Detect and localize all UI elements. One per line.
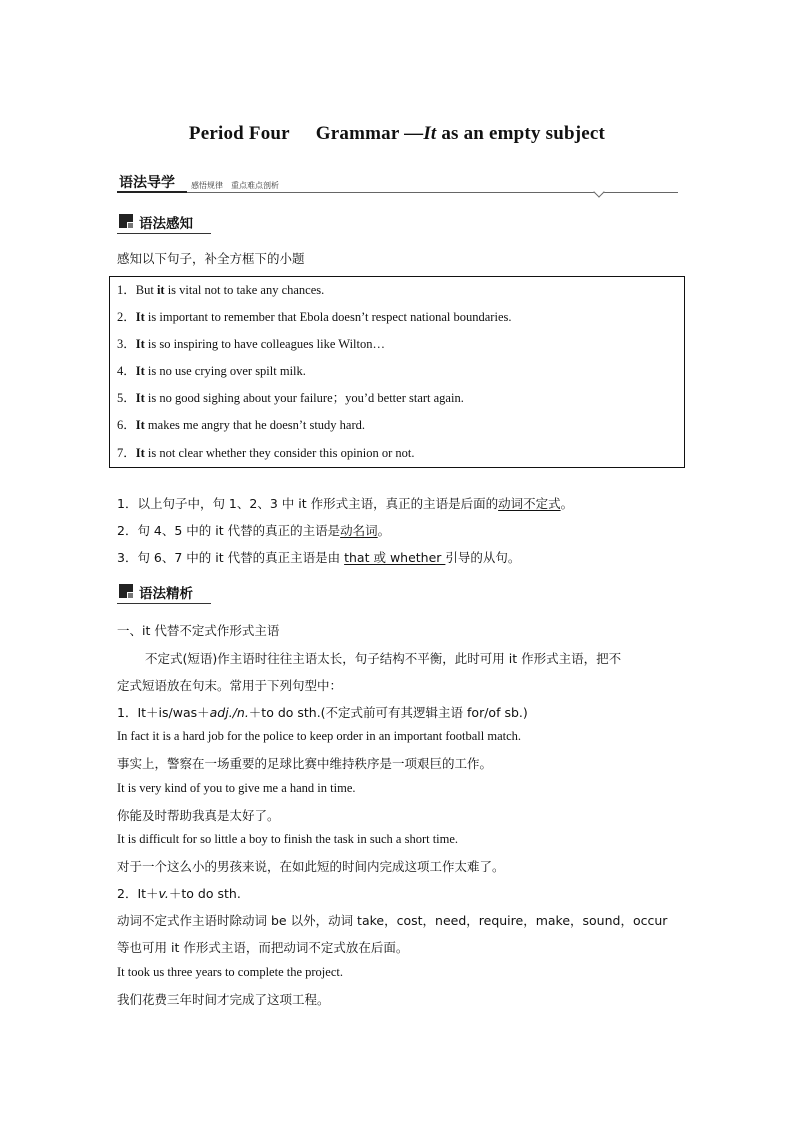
example-sentence-2: 2．It is important to remember that Ebola doesn’t respect national boundaries. xyxy=(117,310,512,324)
example-cn: 事实上，警察在一场重要的足球比赛中维持秩序是一项艰巨的工作。 xyxy=(117,756,493,771)
title-it: It xyxy=(423,123,437,144)
guide-notch xyxy=(593,186,604,197)
paragraph-line: 定式短语放在句末。常用于下列句型中： xyxy=(117,678,343,693)
guide-divider-accent xyxy=(117,191,187,193)
pattern-1: 1．It＋is/was＋adj./n.＋to do sth.(不定式前可有其逻辑主语 for/of sb.) xyxy=(117,705,528,720)
grammar-guide-bar xyxy=(117,170,678,194)
title-period: Period Four xyxy=(188,123,290,144)
example-sentence-6: 6．It makes me angry that he doesn’t study hard. xyxy=(117,418,365,432)
section-heading-perception: 语法感知 xyxy=(117,211,211,233)
example-sentence-4: 4．It is no use crying over spilt milk. xyxy=(117,364,306,378)
answer-2-fill: 动名词 xyxy=(340,523,378,538)
guide-title: 语法导学 xyxy=(119,175,175,191)
instruction-text: 感知以下句子，补全方框下的小题 xyxy=(117,251,305,266)
answer-3: 3．句 6、7 中的 it 代替的真正主语是由 that 或 whether 引导的从句。 xyxy=(117,550,521,565)
example-en: It is difficult for so little a boy to finish the task in such a short time. xyxy=(117,832,459,846)
page-title xyxy=(0,123,794,145)
paragraph-line: 等也可用 it 作形式主语，而把动词不定式放在后面。 xyxy=(117,940,409,955)
title-grammar: Grammar — xyxy=(315,123,424,144)
example-sentence-7: 7．It is not clear whether they consider this opinion or not. xyxy=(117,446,415,460)
answer-1: 1．以上句子中，句 1、2、3 中 it 作形式主语，真正的主语是后面的动词不定式。 xyxy=(117,496,574,511)
sub-heading: 一、it 代替不定式作形式主语 xyxy=(117,623,280,638)
section-square-icon xyxy=(119,584,133,598)
paragraph-line: 不定式(短语)作主语时往往主语太长，句子结构不平衡，此时可用 it 作形式主语，把不 xyxy=(145,651,622,666)
example-en: In fact it is a hard job for the police to keep order in an important football match. xyxy=(117,729,522,743)
section-square-icon xyxy=(119,214,133,228)
title-rest: as an empty subject xyxy=(436,123,606,144)
example-en: It took us three years to complete the project. xyxy=(117,965,343,979)
example-cn: 你能及时帮助我真是太好了。 xyxy=(117,808,280,823)
paragraph-line: 动词不定式作主语时除动词 be 以外，动词 take，cost，need，require，make，sound，occur xyxy=(117,913,668,928)
pattern-2: 2．It＋v.＋to do sth. xyxy=(117,886,241,901)
answer-3-fill: that 或 whether xyxy=(344,550,446,565)
example-sentence-5: 5．It is no good sighing about your failure；you’d better start again. xyxy=(117,391,464,405)
answer-1-fill: 动词不定式 xyxy=(498,496,561,511)
guide-subtitle: 感悟规律 重点难点剖析 xyxy=(191,181,279,190)
answer-2: 2．句 4、5 中的 it 代替的真正的主语是动名词。 xyxy=(117,523,391,538)
example-sentences-box xyxy=(109,276,685,468)
example-sentence-3: 3．It is so inspiring to have colleagues like Wilton… xyxy=(117,337,386,351)
example-en: It is very kind of you to give me a hand in time. xyxy=(117,781,356,795)
example-cn: 我们花费三年时间才完成了这项工程。 xyxy=(117,992,330,1007)
example-cn: 对于一个这么小的男孩来说，在如此短的时间内完成这项工作太难了。 xyxy=(117,859,505,874)
section-heading-analysis: 语法精析 xyxy=(117,581,211,603)
example-sentence-1: 1．But it is vital not to take any chances. xyxy=(117,283,325,297)
